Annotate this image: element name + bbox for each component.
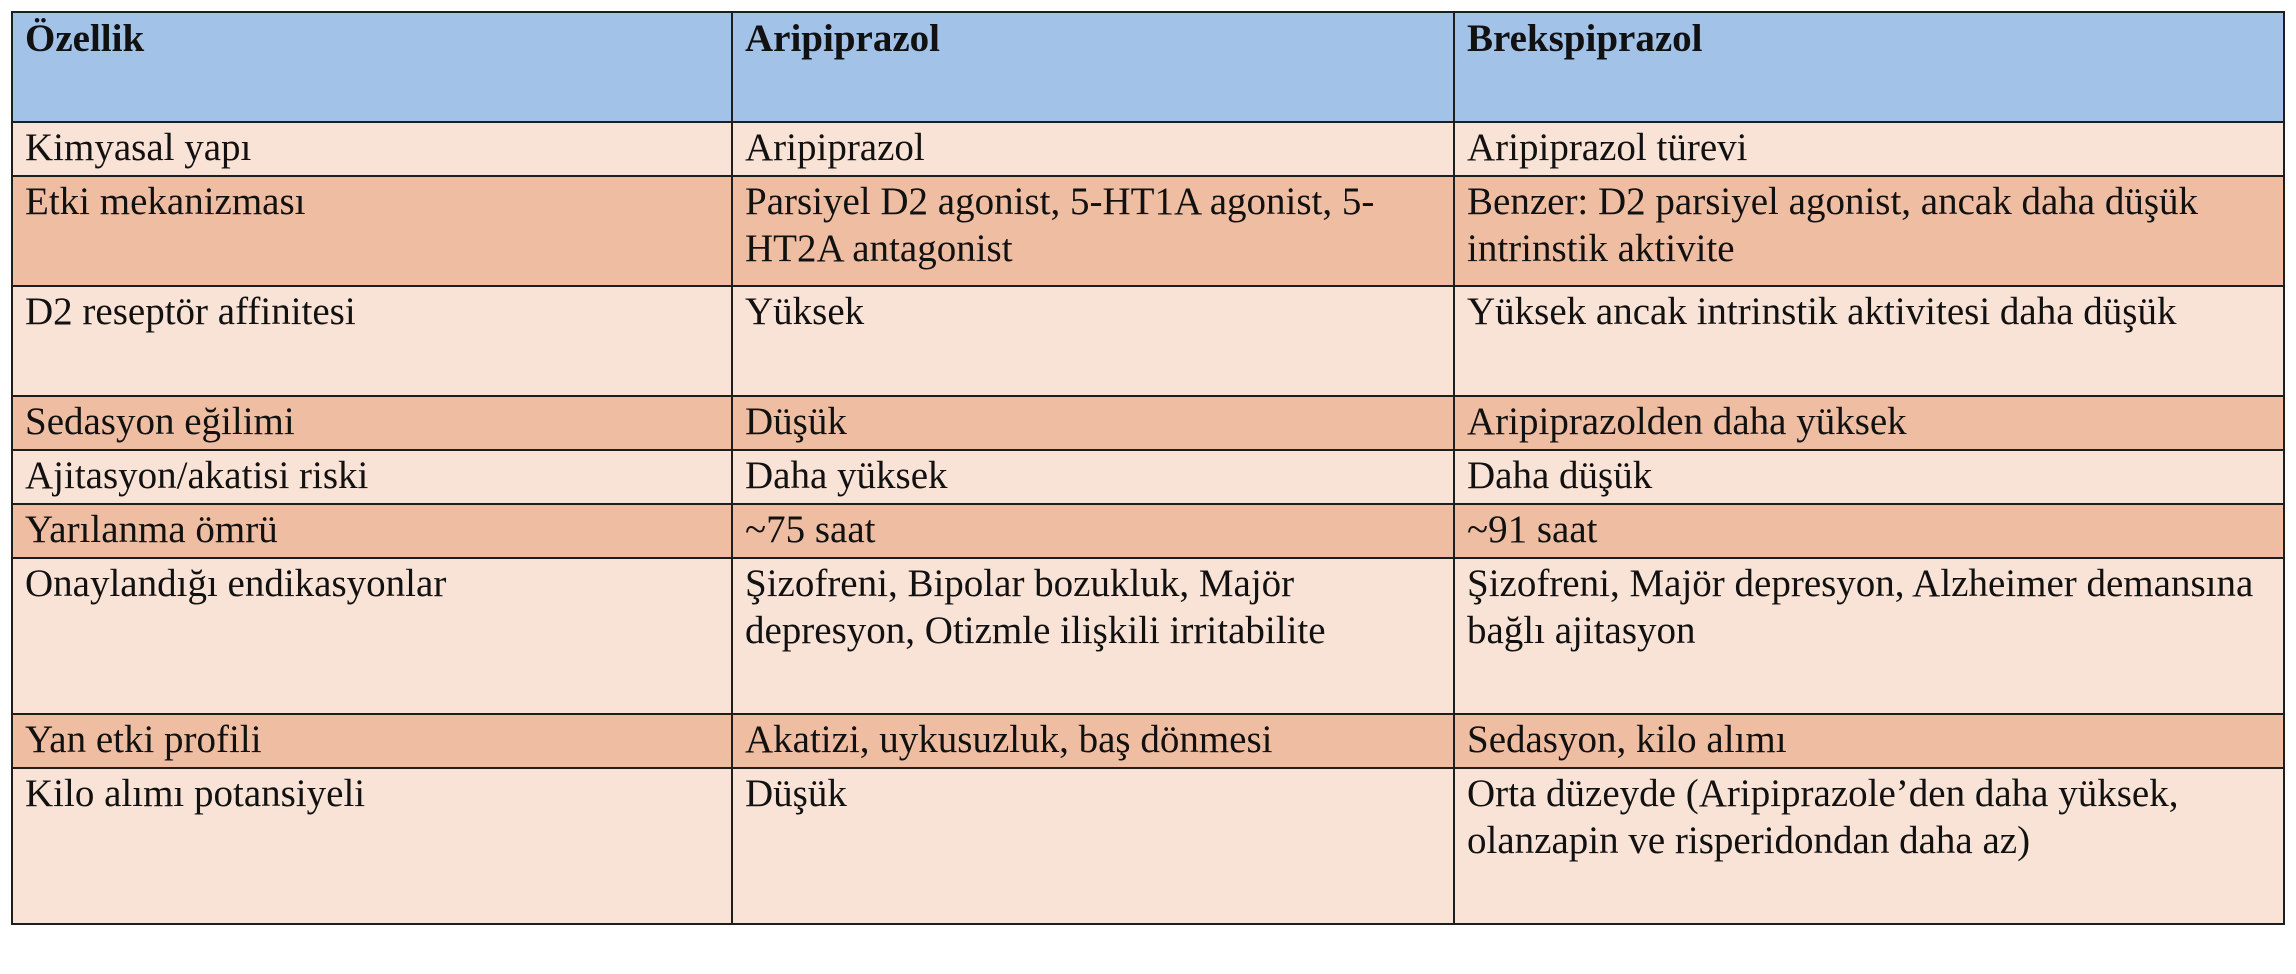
aripiprazole-cell: ~75 saat bbox=[732, 504, 1454, 558]
feature-cell: Sedasyon eğilimi bbox=[12, 396, 732, 450]
brexpiprazole-cell: Daha düşük bbox=[1454, 450, 2284, 504]
brexpiprazole-cell: Yüksek ancak intrinstik aktivitesi daha düşük bbox=[1454, 286, 2284, 396]
header-aripiprazole: Aripiprazol bbox=[732, 12, 1454, 122]
brexpiprazole-cell: Orta düzeyde (Aripiprazole’den daha yüksek, olanzapin ve risperidondan daha az) bbox=[1454, 768, 2284, 924]
aripiprazole-cell: Yüksek bbox=[732, 286, 1454, 396]
brexpiprazole-cell: Aripiprazol türevi bbox=[1454, 122, 2284, 176]
aripiprazole-cell: Düşük bbox=[732, 396, 1454, 450]
aripiprazole-cell: Daha yüksek bbox=[732, 450, 1454, 504]
brexpiprazole-cell: ~91 saat bbox=[1454, 504, 2284, 558]
feature-cell: Onaylandığı endikasyonlar bbox=[12, 558, 732, 714]
table-row bbox=[12, 286, 2284, 396]
table-row bbox=[12, 714, 2284, 768]
comparison-table bbox=[11, 11, 2285, 925]
header-brexpiprazole: Brekspiprazol bbox=[1454, 12, 2284, 122]
table-row bbox=[12, 176, 2284, 286]
feature-cell: Yarılanma ömrü bbox=[12, 504, 732, 558]
table-row bbox=[12, 558, 2284, 714]
feature-cell: Yan etki profili bbox=[12, 714, 732, 768]
table-row bbox=[12, 122, 2284, 176]
table-row bbox=[12, 768, 2284, 924]
feature-cell: D2 reseptör affinitesi bbox=[12, 286, 732, 396]
header-feature: Özellik bbox=[12, 12, 732, 122]
aripiprazole-cell: Akatizi, uykusuzluk, baş dönmesi bbox=[732, 714, 1454, 768]
aripiprazole-cell: Düşük bbox=[732, 768, 1454, 924]
aripiprazole-cell: Şizofreni, Bipolar bozukluk, Majör depresyon, Otizmle ilişkili irritabilite bbox=[732, 558, 1454, 714]
aripiprazole-cell: Aripiprazol bbox=[732, 122, 1454, 176]
brexpiprazole-cell: Benzer: D2 parsiyel agonist, ancak daha düşük intrinstik aktivite bbox=[1454, 176, 2284, 286]
table-row bbox=[12, 504, 2284, 558]
table-row bbox=[12, 450, 2284, 504]
feature-cell: Ajitasyon/akatisi riski bbox=[12, 450, 732, 504]
feature-cell: Kimyasal yapı bbox=[12, 122, 732, 176]
feature-cell: Kilo alımı potansiyeli bbox=[12, 768, 732, 924]
brexpiprazole-cell: Aripiprazolden daha yüksek bbox=[1454, 396, 2284, 450]
brexpiprazole-cell: Sedasyon, kilo alımı bbox=[1454, 714, 2284, 768]
comparison-table-container bbox=[11, 11, 2283, 925]
aripiprazole-cell: Parsiyel D2 agonist, 5-HT1A agonist, 5-HT2A antagonist bbox=[732, 176, 1454, 286]
table-header-row bbox=[12, 12, 2284, 122]
brexpiprazole-cell: Şizofreni, Majör depresyon, Alzheimer demansına bağlı ajitasyon bbox=[1454, 558, 2284, 714]
table-row bbox=[12, 396, 2284, 450]
feature-cell: Etki mekanizması bbox=[12, 176, 732, 286]
